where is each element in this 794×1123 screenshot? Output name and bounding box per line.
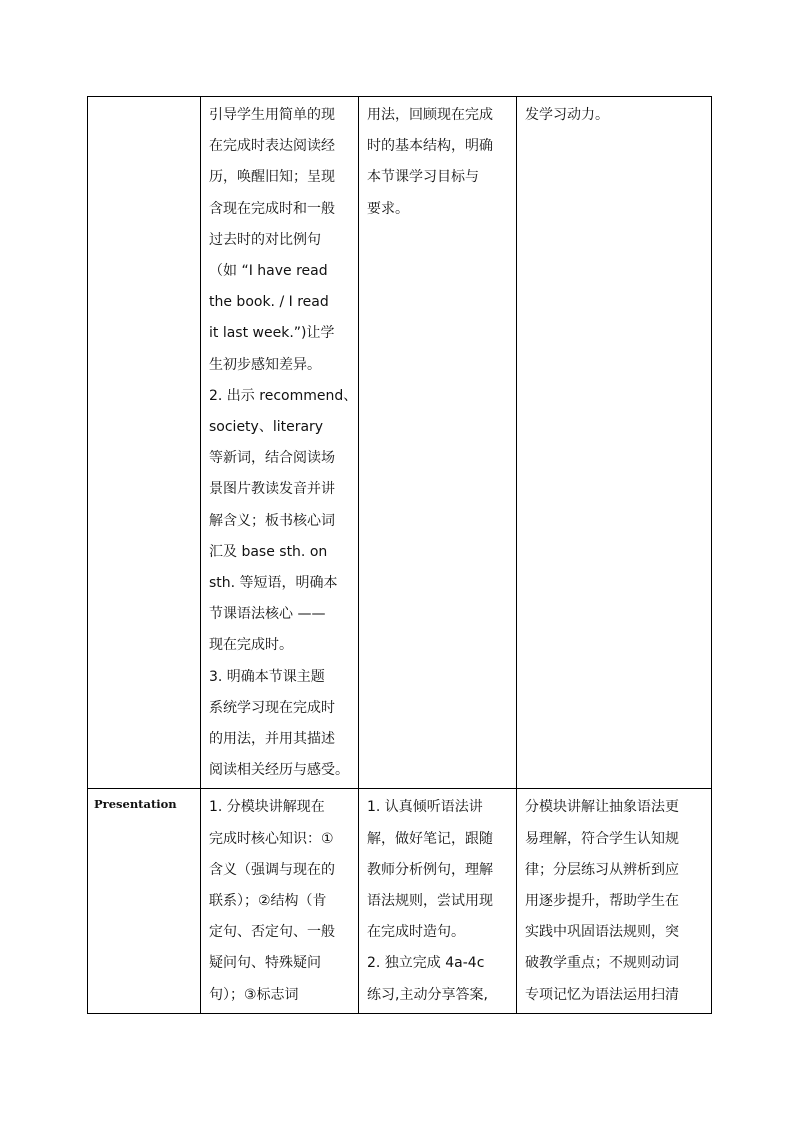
text-line: 1. 认真倾听语法讲 (367, 799, 483, 816)
text-line: 生初步感知差异。 (209, 356, 321, 373)
table-row (88, 97, 712, 789)
text-line: 语法规则，尝试用现 (367, 893, 493, 910)
text-line: 含义（强调与现在的 (209, 861, 335, 878)
student-activity-text (359, 789, 516, 1012)
table-row (88, 789, 712, 1013)
text-line: 时的基本结构，明确 (367, 138, 493, 155)
text-line: 景图片教读发音并讲 (209, 481, 335, 498)
design-intent-cell (517, 97, 712, 789)
student-activity-text (359, 97, 516, 227)
text-line: society、literary (209, 419, 324, 436)
text-line: 要求。 (367, 200, 409, 217)
text-line: 1. 分模块讲解现在 (209, 799, 325, 816)
teacher-activity-cell (201, 789, 359, 1013)
text-line: 分模块讲解让抽象语法更 (525, 799, 679, 816)
text-line: 阅读相关经历与感受。 (209, 762, 349, 779)
text-line: 汇及 base sth. on (209, 543, 328, 560)
text-line: sth. 等短语，明确本 (209, 575, 338, 592)
design-intent-text (517, 789, 711, 1012)
design-intent-text (517, 97, 711, 133)
text-line: 律；分层练习从辨析到应 (525, 861, 679, 878)
stage-cell (88, 97, 201, 789)
text-line: 引导学生用简单的现 (209, 107, 335, 123)
text-line: 疑问句、特殊疑问 (209, 955, 321, 972)
text-line: 3. 明确本节课主题 (209, 668, 325, 685)
teacher-activity-cell (201, 97, 359, 789)
text-line: 定句、否定句、一般 (209, 924, 335, 941)
text-line: 解含义；板书核心词 (209, 512, 335, 529)
design-intent-cell (517, 789, 712, 1013)
stage-label (88, 97, 200, 113)
text-line: 易理解，符合学生认知规 (525, 830, 679, 847)
text-line: the book. / I read (209, 294, 329, 311)
text-line: 在完成时造句。 (367, 924, 465, 941)
text-line: 句）；③标志词 (209, 986, 299, 1003)
text-line: 教师分析例句，理解 (367, 861, 493, 878)
text-line: 节课语法核心 —— (209, 606, 326, 623)
text-line: 历，唤醒旧知；呈现 (209, 169, 335, 186)
stage-label: Presentation (94, 797, 177, 812)
text-line: 发学习动力。 (525, 107, 609, 123)
student-activity-cell (359, 789, 517, 1013)
text-line: 专项记忆为语法运用扫清 (525, 986, 679, 1003)
text-line: it last week.”)让学 (209, 325, 335, 342)
text-line: 用法，回顾现在完成 (367, 107, 493, 123)
teacher-activity-text (201, 97, 358, 788)
text-line: 完成时核心知识：① (209, 830, 334, 847)
text-line: 联系）；②结构（肯 (209, 893, 327, 910)
stage-cell (88, 789, 201, 1013)
text-line: 2. 独立完成 4a-4c (367, 955, 485, 972)
text-line: 的用法，并用其描述 (209, 731, 335, 748)
text-line: （如 “I have read (209, 263, 328, 280)
text-line: 在完成时表达阅读经 (209, 138, 335, 155)
text-line: 系统学习现在完成时 (209, 699, 335, 716)
text-line: 含现在完成时和一般 (209, 200, 335, 217)
text-line: 本节课学习目标与 (367, 169, 479, 186)
text-line: 过去时的对比例句 (209, 231, 321, 248)
text-line: 解，做好笔记，跟随 (367, 830, 493, 847)
text-line: 现在完成时。 (209, 637, 293, 654)
text-line: 破教学重点；不规则动词 (525, 955, 679, 972)
text-line: 等新词，结合阅读场 (209, 450, 335, 467)
text-line: 用逐步提升，帮助学生在 (525, 893, 679, 910)
text-line: 实践中巩固语法规则，突 (525, 924, 679, 941)
lesson-plan-table (87, 96, 712, 1014)
text-line: 2. 出示 recommend、 (209, 387, 358, 404)
text-line: 练习,主动分享答案, (367, 986, 488, 1003)
teacher-activity-text (201, 789, 358, 1012)
student-activity-cell (359, 97, 517, 789)
